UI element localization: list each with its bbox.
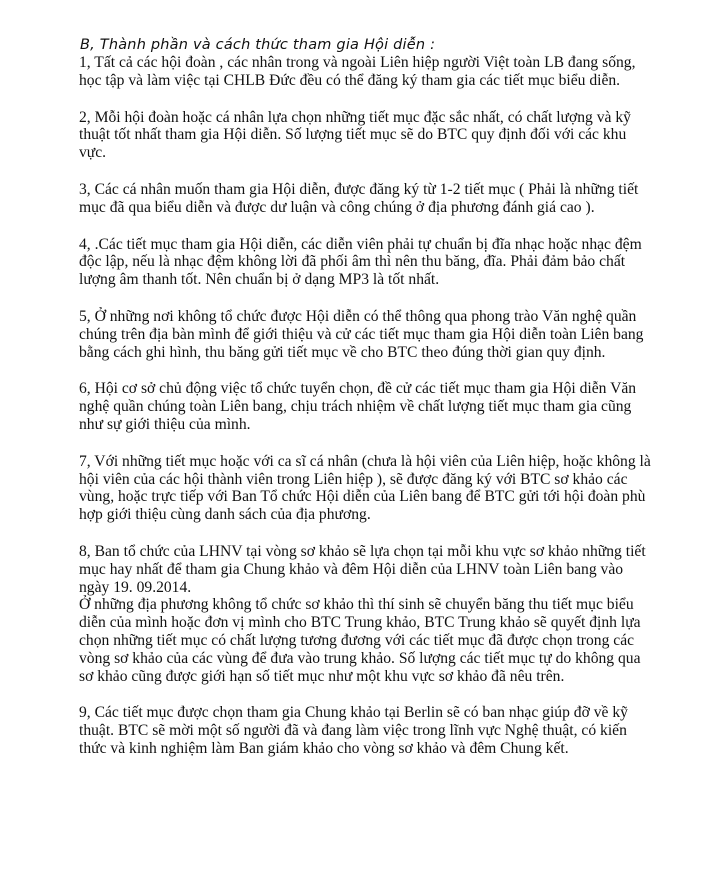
paragraph-line: 8, Ban tổ chức của LHNV tại vòng sơ khảo sẽ lựa chọn tại mỗi khu vực sơ khảo những tiết xyxy=(79,542,646,560)
paragraph-9 xyxy=(79,704,705,757)
paragraph-gap xyxy=(79,289,705,308)
paragraph-line: 2, Mỗi hội đoàn hoặc cá nhân lựa chọn những tiết mục đặc sắc nhất, có chất lượng và kỹ xyxy=(79,108,631,126)
paragraph-line: bằng cách ghi hình, thu băng gửi tiết mục về cho BTC theo đúng thời gian quy định. xyxy=(79,343,606,361)
paragraph-line: độc lập, nếu là nhạc đệm không lời đã phối âm thì nên thu băng, đĩa. Phải đảm bảo chất xyxy=(79,253,626,271)
paragraph-line: mục đã qua biểu diễn và được dư luận và công chúng ở địa phương đánh giá cao ). xyxy=(79,198,595,216)
paragraph-line: học tập và làm việc tại CHLB Đức đều có thể đăng ký tham gia các tiết mục biểu diễn. xyxy=(79,71,621,89)
paragraph-line: vùng, hoặc trực tiếp với Ban Tổ chức Hội diễn của Liên bang để BTC gửi tới hội đoàn phù xyxy=(79,488,646,506)
paragraph-8 xyxy=(79,543,705,685)
paragraph-line: diễn của mình hoặc đơn vị mình cho BTC Trung khảo, BTC Trung khảo sẽ quyết định lựa xyxy=(79,614,641,632)
paragraph-line: 5, Ở những nơi không tổ chức được Hội diễn có thể thông qua phong trào Văn nghệ quần xyxy=(79,307,637,325)
paragraph-gap xyxy=(79,685,705,704)
paragraph-line: 3, Các cá nhân muốn tham gia Hội diễn, được đăng ký từ 1-2 tiết mục ( Phải là những tiết xyxy=(79,180,639,198)
paragraph-line: vực. xyxy=(79,144,107,162)
paragraph-line: chúng trên địa bàn mình để giới thiệu và cử các tiết mục tham gia Hội diễn toàn Liên bang xyxy=(79,325,644,343)
paragraph-gap xyxy=(79,90,705,109)
document-body xyxy=(79,54,705,758)
paragraph-line: sơ khảo cũng được giới hạn số tiết mục như một khu vực sơ khảo đã nêu trên. xyxy=(79,667,565,685)
paragraph-line: mục hay nhất để tham gia Chung khảo và đêm Hội diễn của LHNV toàn Liên bang vào xyxy=(79,560,624,578)
paragraph-line: 7, Với những tiết mục hoặc với ca sĩ cá nhân (chưa là hội viên của Liên hiệp, hoặc không là xyxy=(79,452,651,470)
paragraph-7 xyxy=(79,453,705,524)
paragraph-line: 4, .Các tiết mục tham gia Hội diễn, các diễn viên phải tự chuẩn bị đĩa nhạc hoặc nhạc đệm xyxy=(79,235,642,253)
paragraph-gap xyxy=(79,361,705,380)
paragraph-gap xyxy=(79,162,705,181)
paragraph-line: thức và kinh nghiệm làm Ban giám khảo cho vòng sơ khảo và đêm Chung kết. xyxy=(79,739,569,757)
paragraph-line: thuật tốt nhất tham gia Hội diễn. Số lượng tiết mục sẽ do BTC quy định đối với các khu xyxy=(79,126,627,144)
paragraph-gap xyxy=(79,434,705,453)
paragraph-line: lượng âm thanh tốt. Nên chuẩn bị ở dạng MP3 là tốt nhất. xyxy=(79,271,440,289)
paragraph-gap xyxy=(79,217,705,236)
section-heading: B, Thành phần và cách thức tham gia Hội diễn : xyxy=(80,37,436,53)
paragraph-1 xyxy=(79,54,705,90)
paragraph-line: chọn những tiết mục có chất lượng tương đương với các tiết mục đã được chọn trong các xyxy=(79,631,635,649)
paragraph-line: thuật. BTC sẽ mời một số người đã và đang làm việc trong lĩnh vực Nghệ thuật, có kiến xyxy=(79,722,627,740)
paragraph-line: như sự giới thiệu của mình. xyxy=(79,415,251,433)
paragraph-line: 1, Tất cả các hội đoàn , các nhân trong và ngoài Liên hiệp người Việt toàn LB đang sống, xyxy=(79,54,636,71)
paragraph-line: Ở những địa phương không tổ chức sơ khảo thì thí sinh sẽ chuyển băng thu tiết mục biểu xyxy=(79,596,634,614)
paragraph-line: hợp giới thiệu cùng danh sách của địa phương. xyxy=(79,506,371,524)
paragraph-3 xyxy=(79,181,705,217)
paragraph-4 xyxy=(79,236,705,289)
paragraph-line: 6, Hội cơ sở chủ động việc tổ chức tuyển chọn, đề cử các tiết mục tham gia Hội diễn Văn xyxy=(79,380,637,398)
paragraph-line: vòng sơ khảo của các vùng để đưa vào trung khảo. Số lượng các tiết mục tự do không qua xyxy=(79,649,641,667)
paragraph-line: ngày 19. 09.2014. xyxy=(79,578,192,596)
paragraph-2 xyxy=(79,109,705,162)
paragraph-gap xyxy=(79,524,705,543)
paragraph-line: nghệ quần chúng toàn Liên bang, chịu trách nhiệm về chất lượng tiết mục tham gia cũng xyxy=(79,398,632,416)
paragraph-line: hội viên của các hội thành viên trong Liên hiệp ), sẽ được đăng ký với BTC sơ khảo các xyxy=(79,470,628,488)
paragraph-6 xyxy=(79,380,705,433)
paragraph-5 xyxy=(79,308,705,361)
paragraph-line: 9, Các tiết mục được chọn tham gia Chung khảo tại Berlin sẽ có ban nhạc giúp đỡ về kỹ xyxy=(79,704,628,722)
